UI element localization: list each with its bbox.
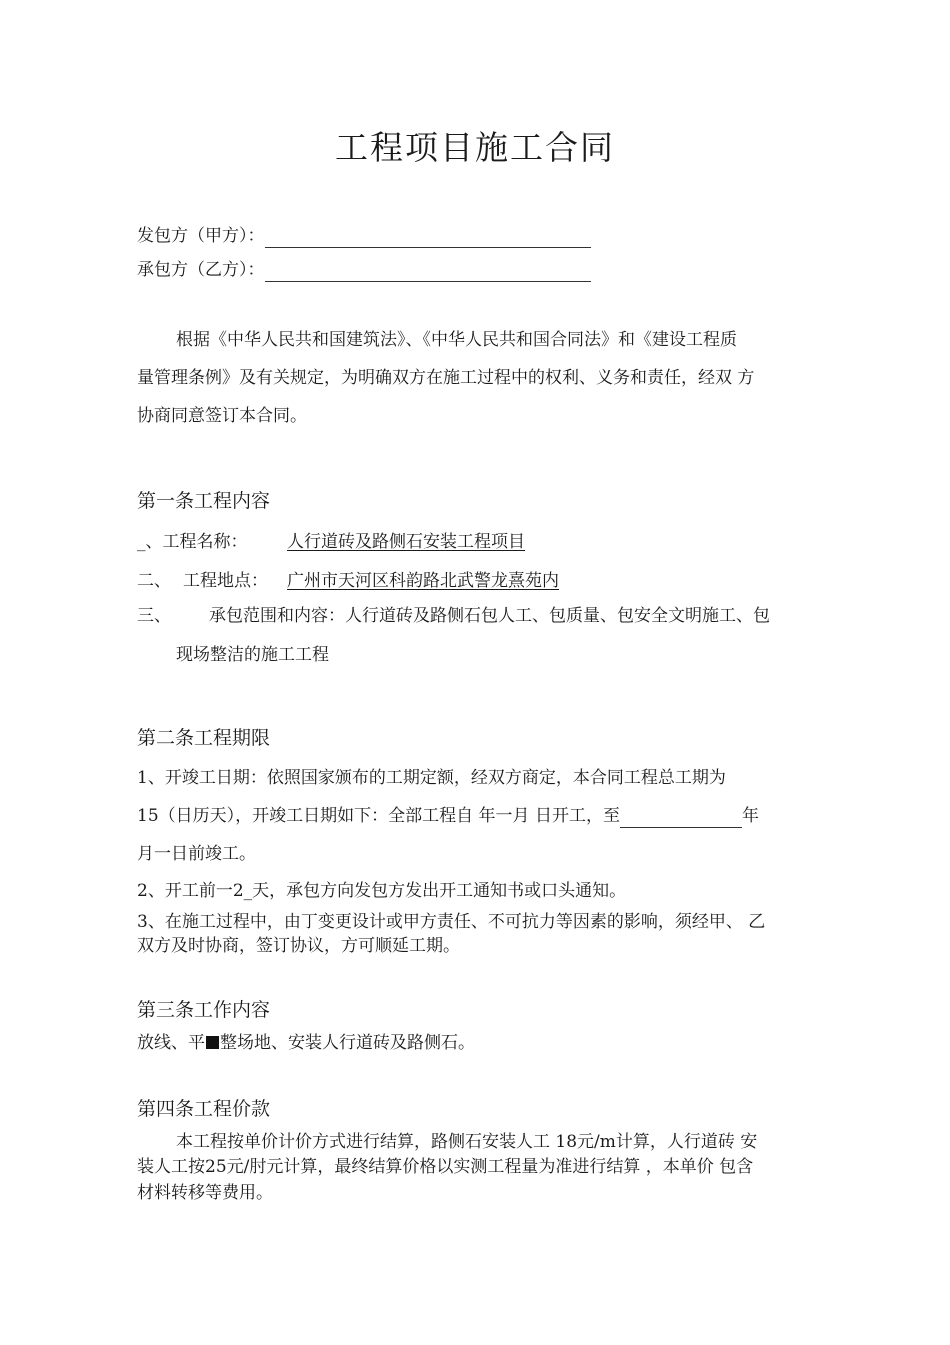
black-square-glyph bbox=[206, 1036, 219, 1049]
article-2-heading: 第二条工程期限 bbox=[137, 727, 271, 749]
party-a-label: 发包方（甲方）： bbox=[137, 226, 265, 246]
article-1-heading: 第一条工程内容 bbox=[137, 490, 271, 512]
scope-text-cont: 现场整洁的施工工程 bbox=[176, 645, 329, 665]
extension-line-1: 3、在施工过程中，由丁变更设计或甲方责任、不可抗力等因素的影响，须经甲、 乙 bbox=[137, 912, 766, 932]
party-b-label: 承包方（乙方）： bbox=[137, 260, 265, 280]
article-3-heading: 第三条工作内容 bbox=[137, 999, 271, 1021]
preamble-line-2: 量管理条例》及有关规定，为明确双方在施工过程中的权利、义务和责任，经双 方 bbox=[137, 368, 755, 388]
party-b-blank bbox=[265, 263, 591, 282]
work-content-b: 整场地、安装人行道砖及路侧石。 bbox=[220, 1033, 475, 1053]
price-line-3: 材料转移等费用。 bbox=[137, 1183, 273, 1203]
end-year-blank bbox=[620, 809, 742, 828]
party-a-line bbox=[137, 224, 591, 248]
schedule-line-2-b: 年 bbox=[741, 806, 759, 826]
party-b-line bbox=[137, 258, 591, 282]
project-name-value: 人行道砖及路侧石安装工程项目 bbox=[287, 532, 525, 552]
party-a-blank bbox=[265, 229, 591, 248]
article-1-item-2-prefix: 二、 bbox=[137, 571, 171, 591]
preamble-line-3: 协商同意签订本合同。 bbox=[137, 406, 307, 426]
preamble-line-1: 根据《中华人民共和国建筑法》、《中华人民共和国合同法》和《建设工程质 bbox=[176, 330, 737, 350]
schedule-line-2 bbox=[137, 804, 759, 828]
work-content-line bbox=[137, 1031, 475, 1055]
project-location-value: 广州市天河区科韵路北武警龙熹苑内 bbox=[287, 571, 559, 591]
work-content-a: 放线、平 bbox=[137, 1033, 205, 1053]
project-location-label: 工程地点： bbox=[183, 571, 268, 591]
notice-line: 2、开工前一2_天，承包方向发包方发出开工通知书或口头通知。 bbox=[137, 881, 627, 901]
schedule-line-1: 1、开竣工日期：依照国家颁布的工期定额，经双方商定，本合同工程总工期为 bbox=[137, 768, 726, 788]
extension-line-2: 双方及时协商，签订协议，方可顺延工期。 bbox=[137, 936, 460, 956]
article-1-item-1-prefix: _、工程名称： bbox=[137, 532, 248, 552]
price-line-2: 装人工按25元/肘元计算，最终结算价格以实测工程量为准进行结算 ，本单价 包含 bbox=[137, 1157, 754, 1177]
price-line-1: 本工程按单价计价方式进行结算，路侧石安装人工 18元/m计算，人行道砖 安 bbox=[176, 1132, 758, 1152]
document-title: 工程项目施工合同 bbox=[335, 128, 615, 167]
scope-text: 承包范围和内容：人行道砖及路侧石包人工、包质量、包安全文明施工、包 bbox=[209, 606, 770, 626]
article-4-heading: 第四条工程价款 bbox=[137, 1098, 271, 1120]
schedule-line-3: 月一日前竣工。 bbox=[137, 844, 256, 864]
schedule-line-2-a: 15（日历天），开竣工日期如下：全部工程自 年一月 日开工，至 bbox=[137, 806, 620, 826]
article-1-item-3-prefix: 三、 bbox=[137, 606, 171, 626]
